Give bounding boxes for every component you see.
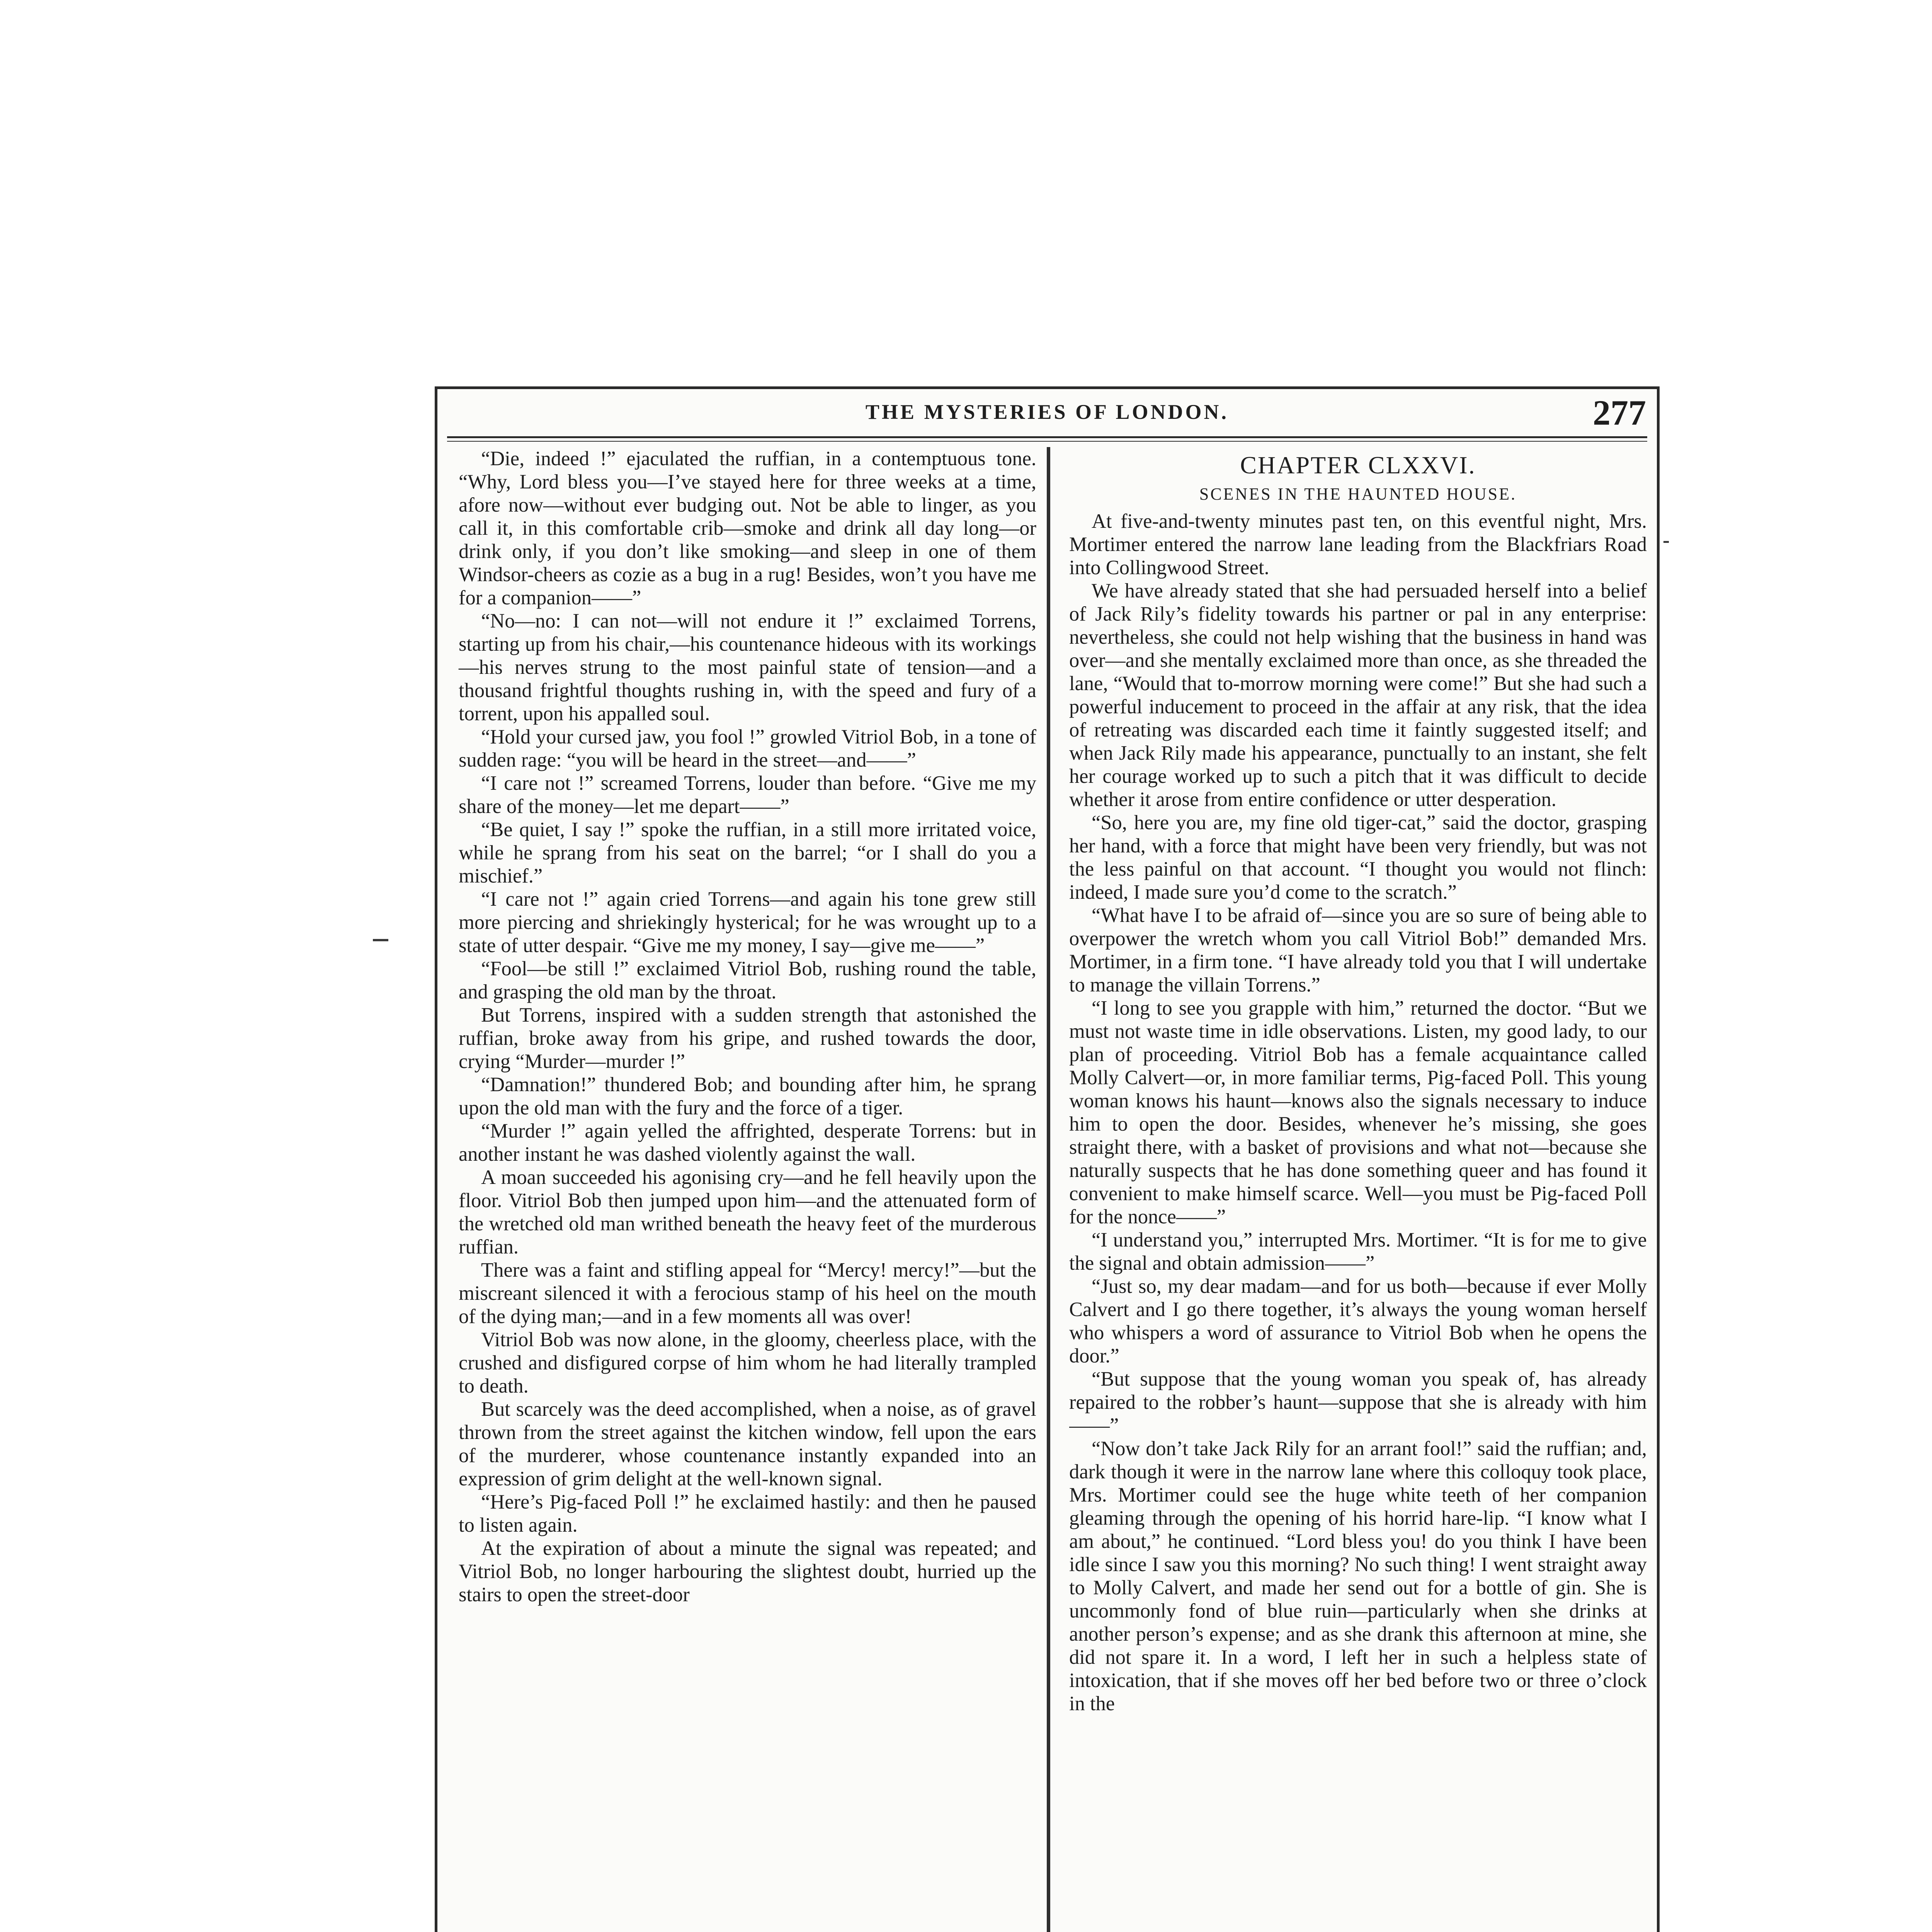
paragraph: “Murder !” again yelled the affrighted, desperate Torrens: but in another instant he was dashed violently against the wall. (459, 1120, 1036, 1165)
column-divider (1047, 447, 1050, 1932)
margin-mark (373, 939, 388, 941)
margin-mark (1663, 541, 1669, 543)
paragraph: “No—no: I can not—will not endure it !” exclaimed Torrens, starting up from his chair,—his countenance hideous with its workings—his nerves strung to the most painful state of tension—and a thousand frightful thoughts rushing in, with the speed and fury of a torrent, upon his appalled soul. (459, 610, 1036, 725)
paragraph: “But suppose that the young woman you speak of, has already repaired to the robber’s haunt—suppose that she is already with him——” (1069, 1368, 1647, 1437)
paragraph: “Hold your cursed jaw, you fool !” growled Vitriol Bob, in a tone of sudden rage: “you will be heard in the street—and——” (459, 726, 1036, 771)
right-column (1069, 447, 1647, 1932)
paragraph: “Damnation!” thundered Bob; and bounding after him, he sprang upon the old man with the fury and the force of a tiger. (459, 1073, 1036, 1119)
paragraph: But scarcely was the deed accomplished, when a noise, as of gravel thrown from the street against the kitchen window, fell upon the ears of the murderer, whose countenance instantly expanded into an expression of grim delight at the well-known signal. (459, 1398, 1036, 1490)
header-rule (447, 436, 1647, 438)
paragraph: “Fool—be still !” exclaimed Vitriol Bob, rushing round the table, and grasping the old man by the throat. (459, 957, 1036, 1003)
paragraph: A moan succeeded his agonising cry—and he fell heavily upon the floor. Vitriol Bob then jumped upon him—and the attenuated form of the wretched old man writhed beneath the heavy feet of the murderous ruffian. (459, 1166, 1036, 1258)
paragraph: “Just so, my dear madam—and for us both—because if ever Molly Calvert and I go there together, it’s always the young woman herself who whispers a word of assurance to Vitriol Bob when he opens the door.” (1069, 1275, 1647, 1367)
chapter-subtitle: SCENES IN THE HAUNTED HOUSE. (1199, 485, 1517, 503)
page-number: 277 (1593, 393, 1646, 432)
paragraph: “I understand you,” interrupted Mrs. Mortimer. “It is for me to give the signal and obtain admission——” (1069, 1229, 1647, 1274)
paragraph: “Be quiet, I say !” spoke the ruffian, in a still more irritated voice, while he sprang from his seat on the barrel; “or I shall do you a mischief.” (459, 818, 1036, 887)
chapter-title: CHAPTER CLXXVI. (1240, 451, 1476, 479)
paragraph: “Die, indeed !” ejaculated the ruffian, in a contemptuous tone. “Why, Lord bless you—I’ve stayed here for three weeks at a time, afore now—without ever budging out. Not be able to linger, as you call it, in this comfortable crib—smoke and drink all day long—or drink only, if you don’t like smoking—and sleep in one of them Windsor-cheers as cozie as a bug in a rug! Besides, won’t you have me for a companion——” (459, 447, 1036, 609)
paragraph: “I long to see you grapple with him,” returned the doctor. “But we must not waste time in idle observations. Listen, my good lady, to our plan of proceeding. Vitriol Bob has a female acquaintance called Molly Calvert—or, in more familiar terms, Pig-faced Poll. This young woman knows his haunt—knows also the signals necessary to induce him to open the door. Besides, whenever he’s missing, she goes straight there, with a basket of provisions and what not—because she naturally suspects that he has done something queer and has found it convenient to make himself scarce. Well—you must be Pig-faced Poll for the nonce——” (1069, 997, 1647, 1228)
paragraph: We have already stated that she had persuaded herself into a belief of Jack Rily’s fidelity towards his partner or pal in any enterprise: nevertheless, she could not help wishing that the business in hand was over—and she mentally exclaimed more than once, as she threaded the lane, “Would that to-morrow morning were come!” But she had such a powerful inducement to proceed in the affair at any risk, that the idea of retreating was discarded each time it faintly suggested itself; and when Jack Rily made his appearance, punctually to an instant, she felt her courage worked up to such a pitch that it was difficult to decide whether it arose from entire confidence or utter desperation. (1069, 580, 1647, 811)
paragraph: “I care not !” again cried Torrens—and again his tone grew still more piercing and shriekingly hysterical; for he was wrought up to a state of utter despair. “Give me my money, I say—give me——” (459, 888, 1036, 957)
page-header (437, 389, 1657, 451)
paragraph: But Torrens, inspired with a sudden strength that astonished the ruffian, broke away from his gripe, and rushed towards the door, crying “Murder—murder !” (459, 1004, 1036, 1073)
header-rule-thin (447, 441, 1647, 442)
paragraph: At the expiration of about a minute the signal was repeated; and Vitriol Bob, no longer harbouring the slightest doubt, hurried up the stairs to open the street-door (459, 1537, 1036, 1606)
paragraph: Vitriol Bob was now alone, in the gloomy, cheerless place, with the crushed and disfigured corpse of him whom he had literally trampled to death. (459, 1328, 1036, 1397)
paragraph: “What have I to be afraid of—since you are so sure of being able to overpower the wretch whom you call Vitriol Bob!” demanded Mrs. Mortimer, in a firm tone. “I have already told you that I will undertake to manage the villain Torrens.” (1069, 904, 1647, 996)
paragraph: “Now don’t take Jack Rily for an arrant fool!” said the ruffian; and, dark though it were in the narrow lane where this colloquy took place, Mrs. Mortimer could see the huge white teeth of her companion gleaming through the opening of his horrid hare-lip. “I know what I am about,” he continued. “Lord bless you! do you think I have been idle since I saw you this morning? No such thing! I went straight away to Molly Calvert, and made her send out for a bottle of gin. She is uncommonly fond of blue ruin—particularly when she drinks at another person’s expense; and as she drank this afternoon at mine, she did not spare it. In a word, I left her in such a helpless state of intoxication, that if she moves off her bed before two or three o’clock in the (1069, 1437, 1647, 1715)
running-title: THE MYSTERIES OF LONDON. (865, 400, 1229, 423)
paragraph: “So, here you are, my fine old tiger-cat,” said the doctor, grasping her hand, with a force that might have been very friendly, but was not the less painful on that account. “I thought you would not flinch: indeed, I made sure you’d come to the scratch.” (1069, 811, 1647, 903)
paragraph: There was a faint and stifling appeal for “Mercy! mercy!”—but the miscreant silenced it with a ferocious stamp of his heel on the mouth of the dying man;—and in a few moments all was over! (459, 1259, 1036, 1328)
newspaper-page (435, 386, 1660, 1932)
paragraph: “I care not !” screamed Torrens, louder than before. “Give me my share of the money—let me depart——” (459, 772, 1036, 818)
paragraph: At five-and-twenty minutes past ten, on this eventful night, Mrs. Mortimer entered the narrow lane leading from the Blackfriars Road into Collingwood Street. (1069, 510, 1647, 579)
paragraph: “Here’s Pig-faced Poll !” he exclaimed hastily: and then he paused to listen again. (459, 1491, 1036, 1536)
left-column (459, 447, 1036, 1932)
